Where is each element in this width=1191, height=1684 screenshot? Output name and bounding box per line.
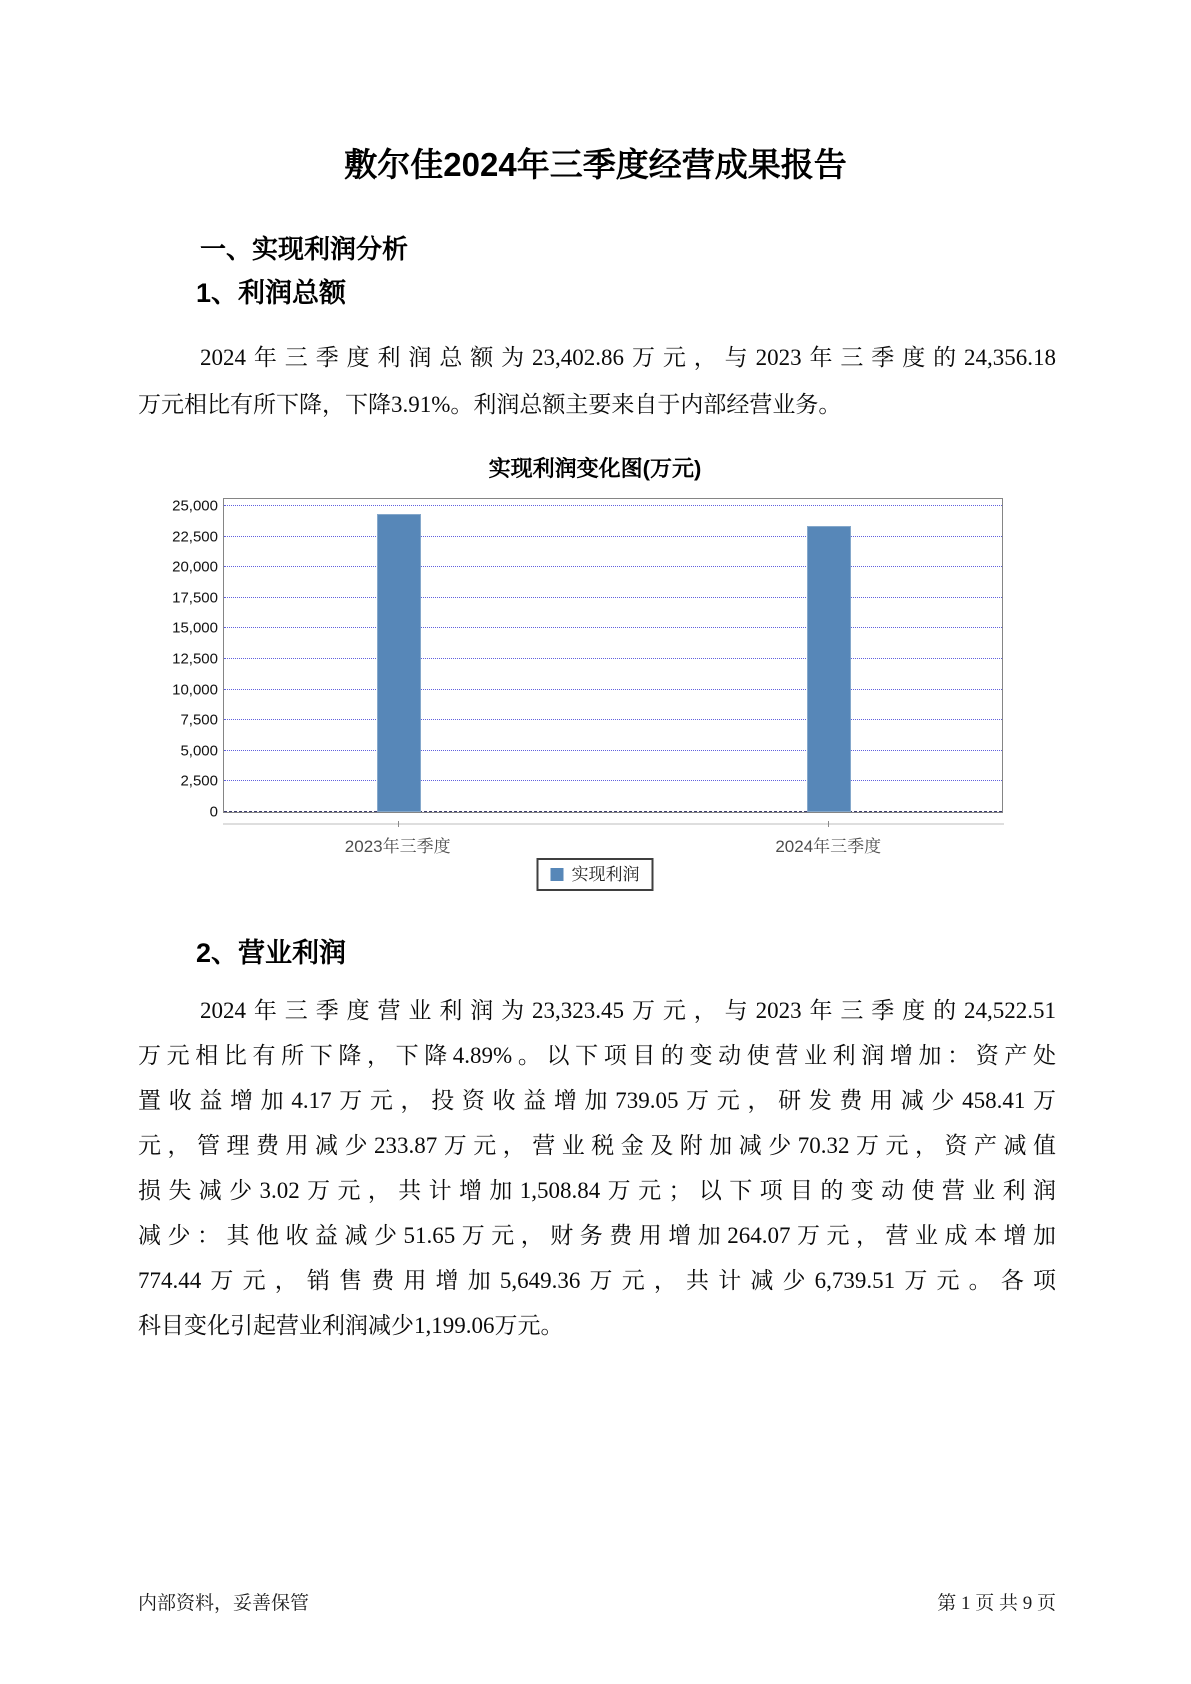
gridline	[224, 780, 1002, 781]
gridline	[224, 566, 1002, 567]
x-axis-tick	[398, 821, 399, 827]
section-heading-profit-analysis: 一、实现利润分析	[200, 234, 409, 264]
gridline	[224, 597, 1002, 598]
y-axis-tick-label: 25,000	[172, 497, 218, 515]
gridline	[224, 658, 1002, 659]
gridline	[224, 536, 1002, 537]
paragraph-line: 万元相比有所下降，下降3.91%。利润总额主要来自于内部经营业务。	[138, 392, 842, 417]
chart-title: 实现利润变化图(万元)	[488, 456, 702, 481]
legend-label: 实现利润	[571, 865, 640, 884]
chart-zero-baseline	[224, 811, 1002, 812]
paragraph-line: 减少：其他收益减少51.65万元，财务费用增加264.07万元，营业成本增加	[138, 1223, 1056, 1248]
paragraph-line: 元，管理费用减少233.87万元，营业税金及附加减少70.32万元，资产减值	[138, 1133, 1056, 1158]
subsection-heading-total-profit: 1、利润总额	[196, 278, 347, 308]
y-axis-tick-label: 15,000	[172, 619, 218, 637]
paragraph-line: 774.44万元，销售费用增加5,649.36万元，共计减少6,739.51万元。各项	[138, 1268, 1056, 1293]
gridline	[224, 627, 1002, 628]
gridline	[224, 689, 1002, 690]
paragraph-total-profit	[138, 334, 1056, 428]
x-axis-category-label: 2024年三季度	[775, 837, 882, 856]
y-axis-tick-label: 22,500	[172, 528, 218, 546]
paragraph-line: 置收益增加4.17万元，投资收益增加739.05万元，研发费用减少458.41万	[138, 1088, 1056, 1113]
gridline	[224, 750, 1002, 751]
y-axis-tick-label: 0	[209, 803, 218, 821]
subsection-heading-operating-profit: 2、营业利润	[196, 938, 347, 968]
paragraph-line: 科目变化引起营业利润减少1,199.06万元。	[138, 1313, 564, 1338]
footer-confidential-note: 内部资料，妥善保管	[138, 1593, 310, 1614]
y-axis-tick-label: 5,000	[180, 742, 218, 760]
gridline	[224, 505, 1002, 506]
legend-swatch-icon	[551, 868, 564, 881]
gridline	[224, 719, 1002, 720]
bar-2023年三季度	[377, 514, 421, 812]
x-axis-line	[223, 823, 1004, 825]
x-axis-tick	[828, 821, 829, 827]
chart-plot-area	[172, 497, 1003, 821]
paragraph-line: 2024年三季度营业利润为23,323.45万元，与2023年三季度的24,522.51	[200, 998, 1056, 1023]
paragraph-line: 万元相比有所下降，下降4.89%。以下项目的变动使营业利润增加：资产处	[138, 1043, 1056, 1068]
y-axis-tick-label: 17,500	[172, 589, 218, 607]
y-axis-tick-label: 20,000	[172, 558, 218, 576]
y-axis-tick-label: 7,500	[180, 711, 218, 729]
y-axis-tick-label: 12,500	[172, 650, 218, 668]
paragraph-operating-profit	[138, 988, 1056, 1348]
x-axis-category-label: 2023年三季度	[344, 837, 451, 856]
profit-bar-chart	[172, 444, 1003, 906]
paragraph-line: 损失减少3.02万元，共计增加1,508.84万元；以下项目的变动使营业利润	[138, 1178, 1056, 1203]
page-title: 敷尔佳2024年三季度经营成果报告	[344, 146, 847, 183]
chart-legend	[537, 858, 654, 891]
paragraph-line: 2024年三季度利润总额为23,402.86万元，与2023年三季度的24,356.18	[200, 345, 1056, 370]
y-axis-tick-label: 10,000	[172, 681, 218, 699]
y-axis-tick-label: 2,500	[180, 772, 218, 790]
footer-page-number: 第 1 页 共 9 页	[937, 1593, 1056, 1614]
page-footer	[138, 1588, 1056, 1615]
bar-2024年三季度	[807, 526, 851, 812]
